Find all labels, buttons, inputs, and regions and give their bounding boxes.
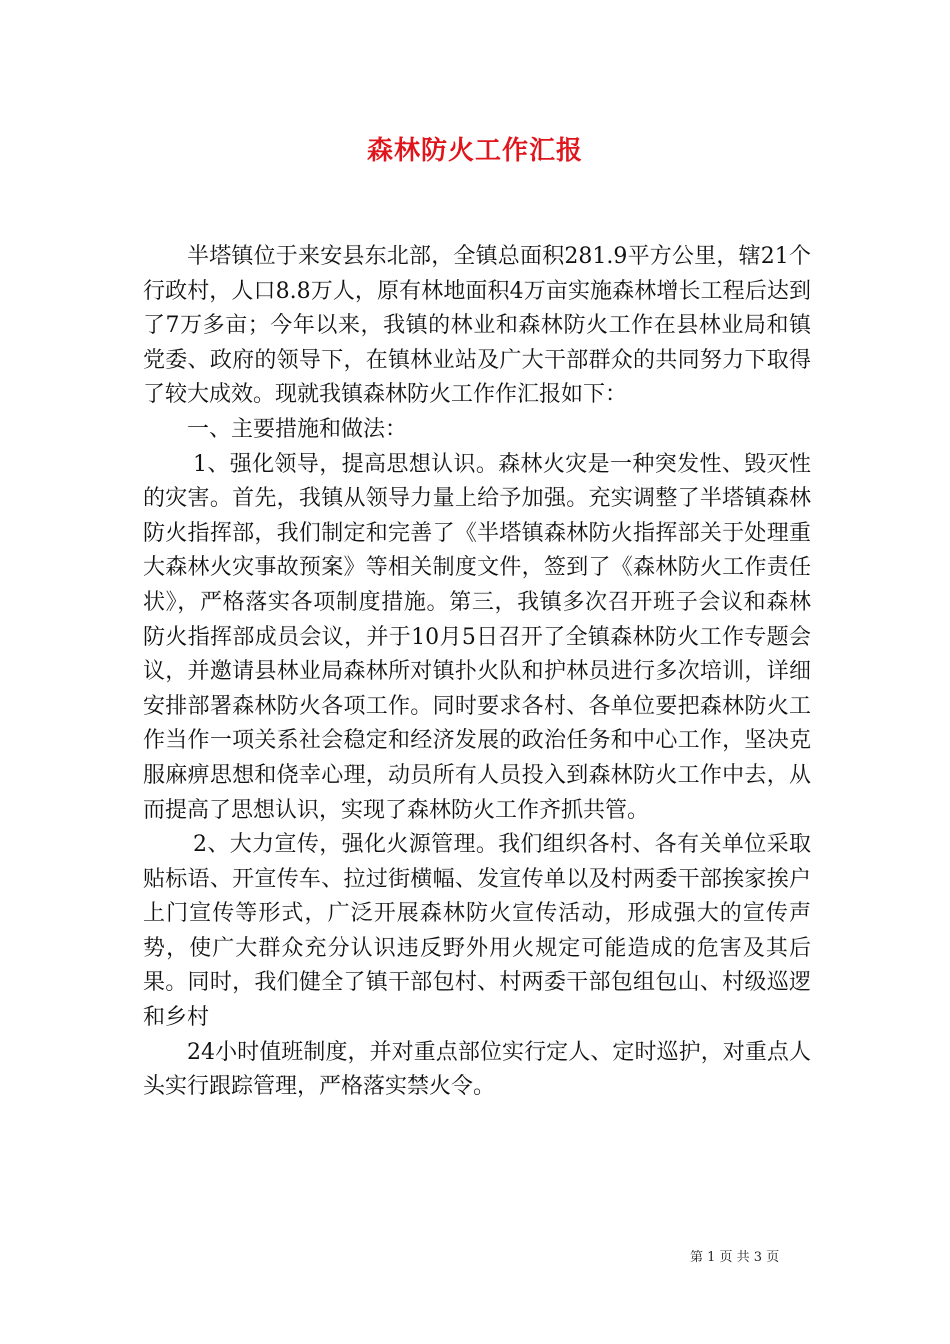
document-body bbox=[143, 240, 811, 1105]
paragraph-item-2: 2、大力宣传，强化火源管理。我们组织各村、各有关单位采取贴标语、开宣传车、拉过街横幅、发宣传单以及村两委干部挨家挨户上门宣传等形式，广泛开展森林防火宣传活动，形成强大的宣传声势，使广大群众充分认识违反野外用火规定可能造成的危害及其后果。同时，我们健全了镇干部包村、村两委干部包组包山、村级巡逻和乡村 bbox=[143, 832, 811, 1031]
paragraph-intro: 半塔镇位于来安县东北部，全镇总面积281.9平方公里，辖21个行政村，人口8.8万人，原有林地面积4万亩实施森林增长工程后达到了7万多亩；今年以来，我镇的林业和森林防火工作在县林业局和镇党委、政府的领导下，在镇林业站及广大干部群众的共同努力下取得了较大成效。现就我镇森林防火工作作汇报如下： bbox=[143, 244, 811, 408]
page-number: 第 1 页 共 3 页 bbox=[690, 1250, 780, 1265]
paragraph-item-1: 1、强化领导，提高思想认识。森林火灾是一种突发性、毁灭性的灾害。首先，我镇从领导力量上给予加强。充实调整了半塔镇森林防火指挥部，我们制定和完善了《半塔镇森林防火指挥部关于处理重大森林火灾事故预案》等相关制度文件，签到了《森林防火工作责任状》，严格落实各项制度措施。第三，我镇多次召开班子会议和森林防火指挥部成员会议，并于10月5日召开了全镇森林防火工作专题会议，并邀请县林业局森林所对镇扑火队和护林员进行多次培训，详细安排部署森林防火各项工作。同时要求各村、各单位要把森林防火工作当作一项关系社会稳定和经济发展的政治任务和中心工作，坚决克服麻痹思想和侥幸心理，动员所有人员投入到森林防火工作中去，从而提高了思想认识，实现了森林防火工作齐抓共管。 bbox=[143, 451, 811, 823]
section-heading: 一、主要措施和做法： bbox=[187, 416, 408, 442]
document-title: 森林防火工作汇报 bbox=[366, 136, 583, 166]
paragraph-continuation: 24小时值班制度，并对重点部位实行定人、定时巡护，对重点人头实行跟踪管理，严格落实禁火令。 bbox=[143, 1039, 811, 1100]
